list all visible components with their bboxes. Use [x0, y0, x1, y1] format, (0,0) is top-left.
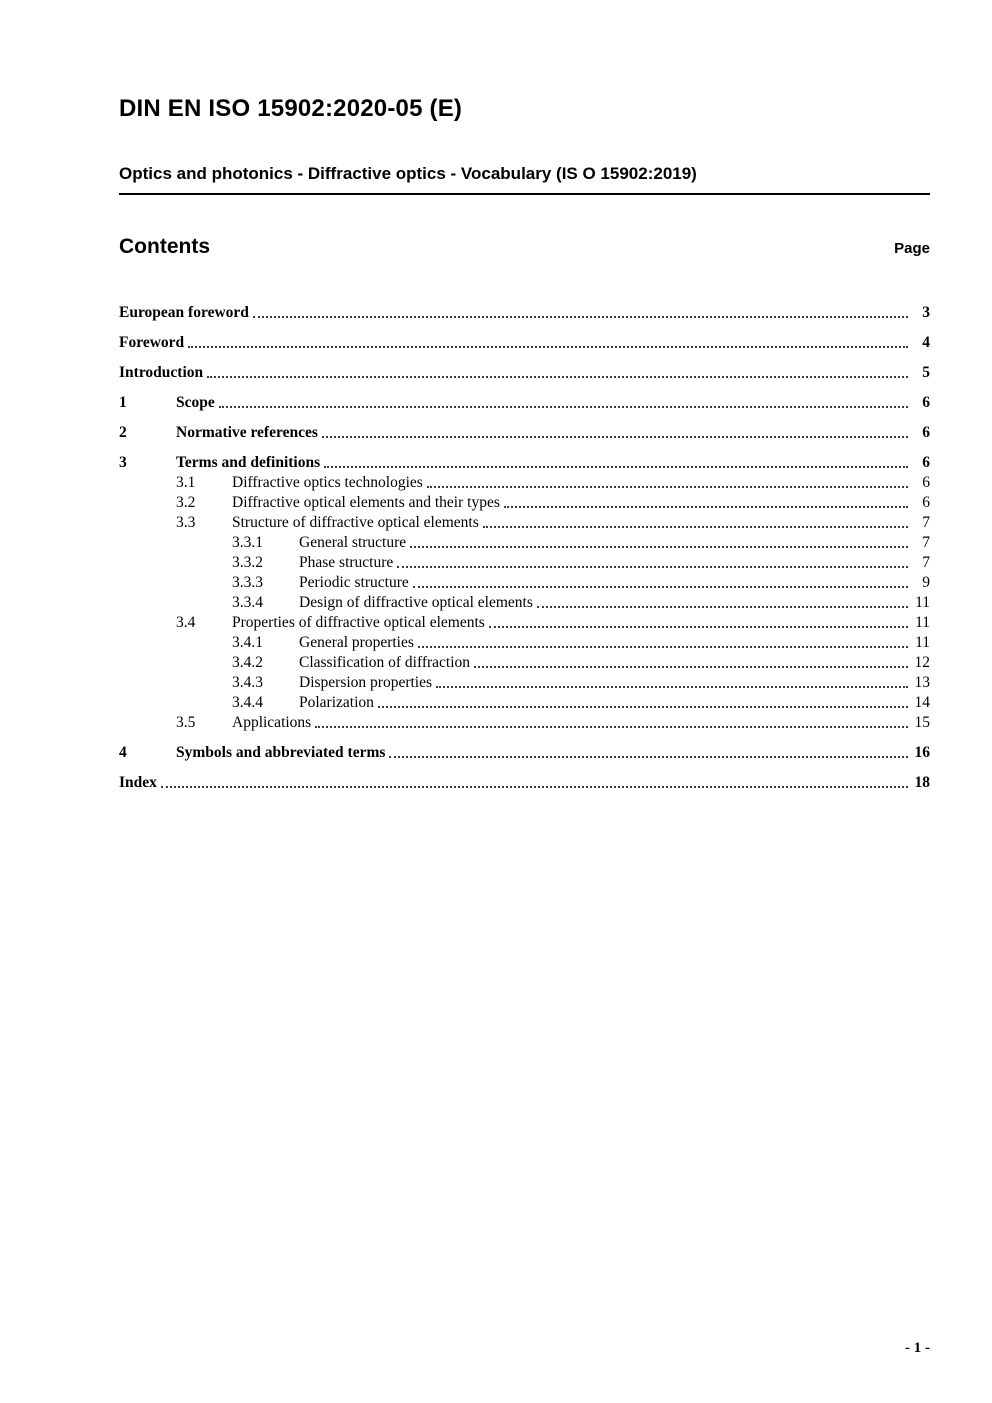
toc-entry-label: Phase structure	[299, 554, 394, 571]
toc-entry-number: 3.3.4	[232, 594, 263, 611]
toc-entry[interactable]	[119, 393, 930, 413]
toc-entry[interactable]	[119, 333, 930, 353]
toc-entry-page: 16	[914, 744, 930, 761]
contents-heading: Contents	[119, 235, 210, 258]
toc-entry-label: Diffractive optical elements and their types	[232, 494, 500, 511]
toc-entry[interactable]	[119, 363, 930, 383]
toc-entry-page: 3	[922, 304, 930, 321]
toc-entry-label: Diffractive optics technologies	[232, 474, 423, 491]
toc-entry[interactable]	[119, 423, 930, 443]
toc-entry-number: 3.3.3	[232, 574, 263, 591]
toc-entry[interactable]	[119, 633, 930, 653]
toc-entry[interactable]	[119, 653, 930, 673]
toc-dotted-leader	[504, 506, 908, 508]
toc-entry-number: 3.4.2	[232, 654, 263, 671]
toc-entry[interactable]	[119, 553, 930, 573]
toc-entry-page: 11	[915, 614, 930, 631]
toc-entry[interactable]	[119, 773, 930, 793]
toc-entry-page: 13	[914, 674, 930, 691]
document-title-block	[119, 164, 930, 195]
toc-entry[interactable]	[119, 303, 930, 323]
toc-entry-label: Normative references	[176, 424, 318, 441]
toc-entry-label: Dispersion properties	[299, 674, 433, 691]
toc-entry[interactable]	[119, 673, 930, 693]
toc-entry-label: General structure	[299, 534, 407, 551]
toc-entry[interactable]	[119, 513, 930, 533]
toc-entry-page: 5	[922, 364, 930, 381]
toc-dotted-leader	[397, 566, 908, 568]
toc-dotted-leader	[322, 436, 908, 438]
toc-entry-page: 6	[922, 454, 930, 471]
toc-dotted-leader	[207, 376, 908, 378]
toc-entry-page: 7	[922, 514, 930, 531]
contents-header	[119, 235, 930, 259]
toc-entry-number: 3.5	[176, 714, 196, 731]
toc-entry[interactable]	[119, 453, 930, 473]
toc-dotted-leader	[418, 646, 908, 648]
document-title: Optics and photonics - Diffractive optics - Vocabulary (IS O 15902:2019)	[119, 164, 697, 183]
toc-dotted-leader	[413, 586, 908, 588]
toc-entry-number: 1	[119, 394, 127, 411]
toc-entry-page: 6	[922, 474, 930, 491]
toc-entry-number: 3.4.4	[232, 694, 263, 711]
toc-dotted-leader	[436, 686, 908, 688]
toc-dotted-leader	[188, 346, 908, 348]
toc-dotted-leader	[483, 526, 908, 528]
toc-entry-number: 3.4	[176, 614, 196, 631]
page-column-label: Page	[894, 240, 930, 257]
toc-entry-label: Scope	[176, 394, 215, 411]
document-number-title: DIN EN ISO 15902:2020-05 (E)	[119, 95, 463, 122]
toc-entry-page: 6	[922, 394, 930, 411]
toc-entry[interactable]	[119, 743, 930, 763]
toc-entry-page: 15	[914, 714, 930, 731]
toc-entry-label: Classification of diffraction	[299, 654, 471, 671]
toc-dotted-leader	[389, 756, 908, 758]
toc-entry-number: 3.4.3	[232, 674, 263, 691]
toc-entry-number: 3.2	[176, 494, 196, 511]
toc-entry-label: Periodic structure	[299, 574, 409, 591]
toc-dotted-leader	[161, 786, 908, 788]
toc-entry-label: Structure of diffractive optical elements	[232, 514, 479, 531]
toc-entry[interactable]	[119, 533, 930, 553]
toc-entry-page: 4	[922, 334, 930, 351]
toc-entry-label: Properties of diffractive optical elements	[232, 614, 485, 631]
toc-dotted-leader	[219, 406, 908, 408]
toc-dotted-leader	[324, 466, 908, 468]
toc-dotted-leader	[410, 546, 908, 548]
toc-entry-label: European foreword	[119, 304, 249, 321]
toc-entry[interactable]	[119, 593, 930, 613]
toc-entry-number: 3.4.1	[232, 634, 263, 651]
toc-entry[interactable]	[119, 573, 930, 593]
toc-entry-label: Design of diffractive optical elements	[299, 594, 533, 611]
toc-entry[interactable]	[119, 613, 930, 633]
toc-entry-page: 6	[922, 424, 930, 441]
toc-entry-number: 3.3.1	[232, 534, 263, 551]
footer-page-number: - 1 -	[905, 1340, 930, 1356]
toc-entry-number: 3.3.2	[232, 554, 263, 571]
toc-entry[interactable]	[119, 473, 930, 493]
toc-entry-label: Index	[119, 774, 157, 791]
toc-dotted-leader	[315, 726, 908, 728]
toc-entry[interactable]	[119, 693, 930, 713]
toc-entry-number: 3.1	[176, 474, 196, 491]
toc-entry-label: Applications	[232, 714, 312, 731]
toc-entry-label: General properties	[299, 634, 414, 651]
toc-entry-label: Terms and definitions	[176, 454, 321, 471]
toc-entry-page: 12	[914, 654, 930, 671]
toc-entry-label: Polarization	[299, 694, 374, 711]
toc-entry-page: 18	[914, 774, 930, 791]
toc-entry-number: 4	[119, 744, 127, 761]
toc-dotted-leader	[489, 626, 908, 628]
toc-entry-number: 3.3	[176, 514, 196, 531]
toc-entry-page: 7	[922, 534, 930, 551]
toc-dotted-leader	[427, 486, 908, 488]
toc-entry-label: Foreword	[119, 334, 185, 351]
toc-dotted-leader	[537, 606, 908, 608]
toc-entry[interactable]	[119, 493, 930, 513]
toc-entry-number: 3	[119, 454, 127, 471]
toc-dotted-leader	[253, 316, 908, 318]
toc-entry-page: 11	[915, 594, 930, 611]
toc-entry[interactable]	[119, 713, 930, 733]
toc-entry-page: 7	[922, 554, 930, 571]
toc-entry-label: Symbols and abbreviated terms	[176, 744, 386, 761]
table-of-contents	[119, 303, 930, 793]
toc-dotted-leader	[474, 666, 908, 668]
toc-entry-page: 9	[922, 574, 930, 591]
toc-entry-page: 6	[922, 494, 930, 511]
toc-entry-label: Introduction	[119, 364, 204, 381]
toc-entry-page: 14	[914, 694, 930, 711]
toc-dotted-leader	[378, 706, 908, 708]
toc-entry-number: 2	[119, 424, 127, 441]
toc-entry-page: 11	[915, 634, 930, 651]
